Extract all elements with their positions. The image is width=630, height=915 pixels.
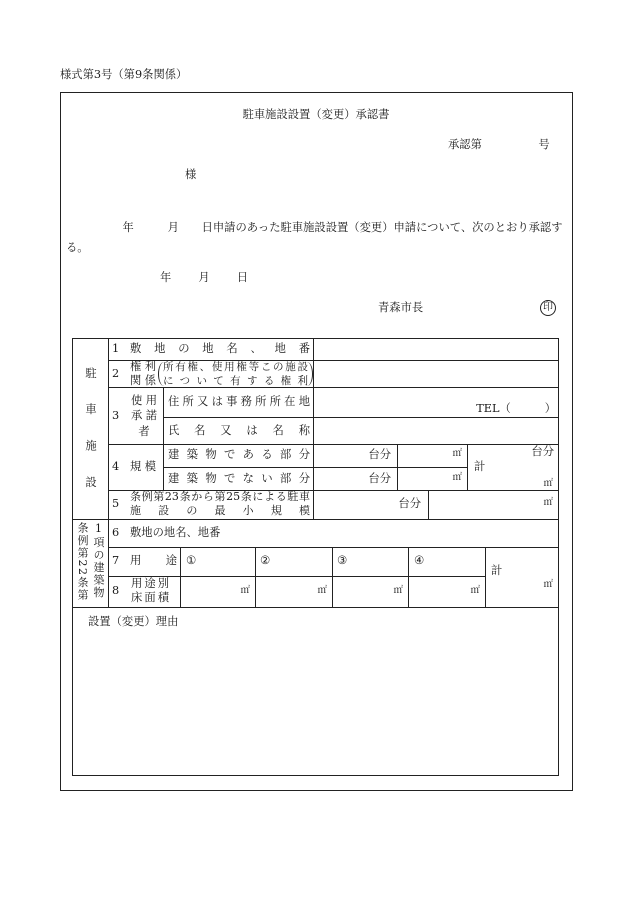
approval-number: 承認第 号	[448, 138, 550, 151]
section-building-label-col1: 条例第22条第	[76, 522, 89, 602]
row6-label: 敷地の地名、地番	[130, 526, 221, 539]
row4-building-label: 建築物である部分	[168, 448, 310, 461]
row2-note-line2: について有する権利	[163, 375, 308, 387]
row7-label: 用 途	[130, 554, 177, 567]
addressee-suffix: 様	[185, 168, 197, 181]
section-parking-label: 駐車施設	[84, 367, 97, 513]
row4-label: 規模	[130, 460, 156, 473]
row4-number: 4	[112, 460, 120, 473]
seal-mark: 印	[540, 300, 556, 316]
row2-note-line1: 所有権、使用権等この施設	[163, 361, 308, 373]
row2-label-line1: 権利	[130, 360, 156, 373]
row7-8-total-label: 計	[491, 564, 503, 577]
row3-name-value-cell	[313, 417, 559, 445]
row8-area4-unit: ㎡	[470, 585, 480, 596]
row8-area1-unit: ㎡	[240, 585, 250, 596]
row4-building-spaces-unit: 台分	[368, 448, 391, 461]
row2-label-line2: 関係	[130, 374, 156, 387]
row5-label-line1: 条例第23条から第25条による駐車	[130, 490, 310, 503]
row4-total-spaces-unit: 台分	[531, 445, 554, 458]
body-text: 年 月 日申請のあった駐車施設設置（変更）申請について、次のとおり承認する。	[66, 221, 563, 254]
reason-label: 設置（変更）理由	[88, 615, 179, 628]
row4-nonbuilding-area-unit: ㎡	[452, 472, 462, 483]
row3-tel-label: TEL（ ）	[476, 402, 556, 415]
row2-value-cell	[313, 360, 559, 388]
row8-label-line1: 用途別	[131, 577, 169, 590]
row1-label: 敷地の地名、地番	[130, 342, 310, 355]
row3-label-line1: 使用	[131, 394, 157, 407]
section-building-label-col2: 1項の建築物	[92, 522, 105, 599]
row8-area3-unit: ㎡	[393, 585, 403, 596]
row4-nonbuilding-label: 建築物でない部分	[168, 472, 310, 485]
row4-nonbuilding-spaces-unit: 台分	[368, 472, 391, 485]
row7-use2-label: ②	[260, 554, 271, 567]
row6-number: 6	[112, 526, 120, 539]
row8-number: 8	[112, 584, 120, 597]
row7-use4-label: ④	[414, 554, 425, 567]
row7-use3-label: ③	[337, 554, 348, 567]
row7-number: 7	[112, 554, 120, 567]
row8-area2-unit: ㎡	[317, 585, 327, 596]
row4-total-area-unit: ㎡	[543, 478, 553, 489]
document-title: 駐車施設設置（変更）承認書	[242, 108, 390, 121]
row1-number: 1	[112, 342, 120, 355]
issuer: 青森市長	[378, 301, 424, 314]
row3-name-label: 氏名又は名称	[168, 424, 310, 437]
row7-use1-label: ①	[186, 554, 197, 567]
row2-number: 2	[112, 367, 120, 380]
form-number: 様式第3号（第9条関係）	[60, 68, 188, 81]
row5-number: 5	[112, 497, 120, 510]
reason-cell	[72, 607, 559, 776]
row8-label-line2: 床面積	[131, 591, 169, 604]
row4-building-area-unit: ㎡	[452, 448, 462, 459]
row3-label-line3: 者	[138, 425, 150, 438]
row1-value-cell	[313, 338, 559, 361]
row3-number: 3	[112, 409, 120, 422]
row4-total-label: 計	[474, 460, 486, 473]
row3-label-line2: 承諾	[131, 409, 157, 422]
row5-label-line2: 施設の最小規模	[130, 504, 310, 517]
row5-area-unit: ㎡	[543, 497, 553, 508]
row7-8-total-area-unit: ㎡	[543, 579, 553, 590]
row5-spaces-unit: 台分	[398, 497, 421, 510]
row3-address-label: 住所又は事務所所在地	[168, 395, 310, 408]
issue-date: 年 月 日	[160, 271, 250, 284]
